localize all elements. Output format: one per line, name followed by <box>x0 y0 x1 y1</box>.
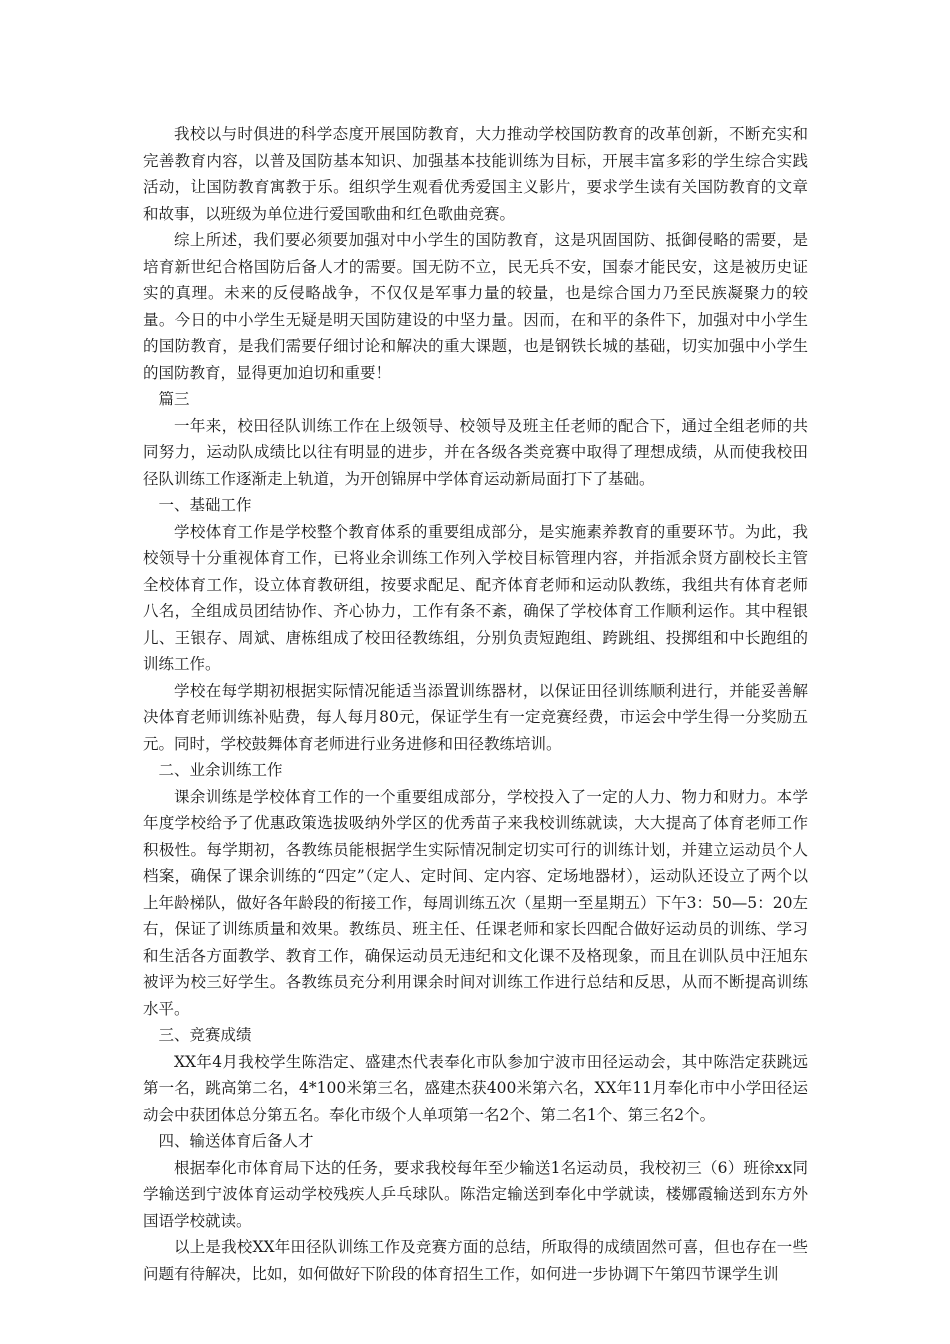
paragraph-national-defense-education-activities: 我校以与时俱进的科学态度开展国防教育，大力推动学校国防教育的改革创新，不断充实和完善教育内容，以普及国防基本知识、加强基本技能训练为目标，开展丰富多彩的学生综合实践活动，让国防教育寓教于乐。组织学生观看优秀爱国主义影片，要求学生读有关国防教育的文章和故事，以班级为单位进行爱国歌曲和红色歌曲竞赛。 <box>143 125 808 223</box>
paragraph-talent-transfer-details: 根据奉化市体育局下达的任务，要求我校每年至少输送1名运动员，我校初三（6）班徐xx同学输送到宁波体育运动学校残疾人乒乓球队。陈浩定输送到奉化中学就读，楼娜霞输送到东方外国语学校就读。 <box>143 1158 808 1230</box>
paragraph-closing-summary: 以上是我校XX年田径队训练工作及竞赛方面的总结，所取得的成绩固然可喜，但也存在一些问题有待解决，比如，如何做好下阶段的体育招生工作，如何进一步协调下午第四节课学生训 <box>143 1238 808 1283</box>
document-body <box>143 121 808 1287</box>
paragraph-equipment-funding: 学校在每学期初根据实际情况能适当添置训练器材，以保证田径训练顺利进行，并能妥善解决体育老师训练补贴费，每人每月80元，保证学生有一定竞赛经费，市运会中学生得一分奖励五元。同时，学校鼓舞体育老师进行业务进修和田径教练培训。 <box>143 681 808 753</box>
section-heading-part-three: 篇三 <box>158 390 190 408</box>
section-heading-talent-transfer: 四、输送体育后备人才 <box>158 1132 314 1150</box>
paragraph-competition-results-details: XX年4月我校学生陈浩定、盛建杰代表奉化市队参加宁波市田径运动会，其中陈浩定获跳远第一名，跳高第二名，4*100米第三名，盛建杰获400米第六名，XX年11月奉化市中小学田径运动会中获团体总分第五名。奉化市级个人单项第一名2个、第二名1个、第三名2个。 <box>143 1052 808 1124</box>
paragraph-basic-work-details: 学校体育工作是学校整个教育体系的重要组成部分，是实施素养教育的重要环节。为此，我校领导十分重视体育工作，已将业余训练工作列入学校目标管理内容，并指派余贤方副校长主管全校体育工作，设立体育教研组，按要求配足、配齐体育老师和运动队教练，我组共有体育老师八名，全组成员团结协作、齐心协力，工作有条不紊，确保了学校体育工作顺利运作。其中程银儿、王银存、周斌、唐栋组成了校田径教练组，分别负责短跑组、跨跳组、投掷组和中长跑组的训练工作。 <box>143 522 808 673</box>
paragraph-summary-conclusion: 综上所述，我们要必须要加强对中小学生的国防教育，这是巩固国防、抵御侵略的需要，是培育新世纪合格国防后备人才的需要。国无防不立，民无兵不安，国泰才能民安，这是被历史证实的真理。未来的反侵略战争，不仅仅是军事力量的较量，也是综合国力乃至民族凝聚力的较量。今日的中小学生无疑是明天国防建设的中坚力量。因而，在和平的条件下，加强对中小学生的国防教育，是我们需要仔细讨论和解决的重大课题，也是钢铁长城的基础，切实加强中小学生的国防教育，显得更加迫切和重要！ <box>143 231 808 382</box>
section-heading-amateur-training: 二、业余训练工作 <box>158 761 283 779</box>
section-heading-basic-work: 一、基础工作 <box>158 496 252 514</box>
paragraph-track-team-intro: 一年来，校田径队训练工作在上级领导、校领导及班主任老师的配合下，通过全组老师的共同努力，运动队成绩比以往有明显的进步，并在各级各类竞赛中取得了理想成绩，从而使我校田径队训练工作逐渐走上轨道，为开创锦屏中学体育运动新局面打下了基础。 <box>143 416 808 488</box>
section-heading-competition-results: 三、竞赛成绩 <box>158 1026 252 1044</box>
paragraph-amateur-training-details: 课余训练是学校体育工作的一个重要组成部分，学校投入了一定的人力、物力和财力。本学年度学校给予了优惠政策选拔吸纳外学区的优秀苗子来我校训练就读，大大提高了体育老师工作积极性。每学期初，各教练员能根据学生实际情况制定切实可行的训练计划，并建立运动员个人档案，确保了课余训练的“四定”（定人、定时间、定内容、定场地器材），运动队还设立了两个以上年龄梯队，做好各年龄段的衔接工作，每周训练五次（星期一至星期五）下午3：50—5：20左右，保证了训练质量和效果。教练员、班主任、任课老师和家长四配合做好运动员的训练、学习和生活各方面教学、教育工作，确保运动员无违纪和文化课不及格现象，而且在训队员中汪旭东被评为校三好学生。各教练员充分利用课余时间对训练工作进行总结和反思，从而不断提高训练水平。 <box>143 787 808 1018</box>
